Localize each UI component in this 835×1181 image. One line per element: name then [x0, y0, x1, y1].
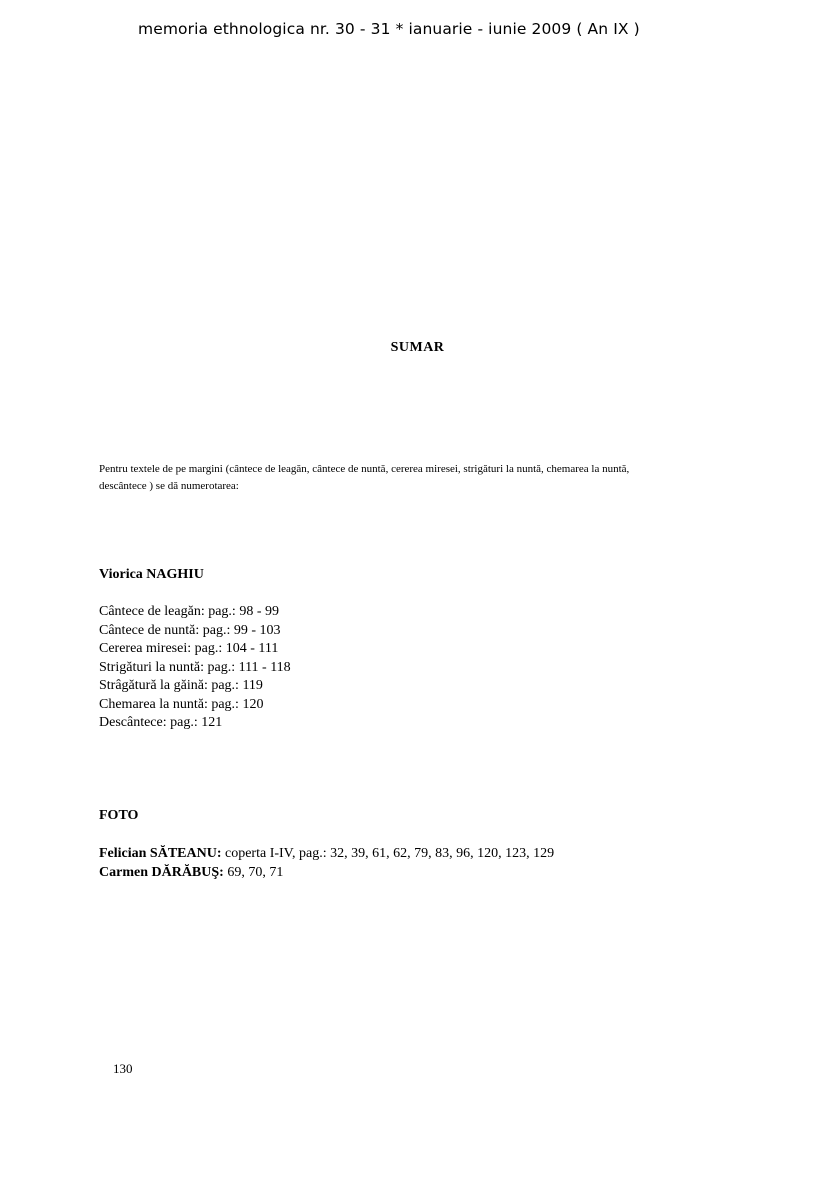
list-item: Cererea miresei: pag.: 104 - 111 — [99, 641, 279, 656]
author-section — [99, 566, 291, 733]
photo-credit — [99, 863, 554, 882]
photographer-name: Carmen DĂRĂBUŞ: — [99, 865, 224, 880]
photo-credit-details: coperta I-IV, pag.: 32, 39, 61, 62, 79, 83, 96, 120, 123, 129 — [221, 846, 555, 861]
list-item: Cântece de nuntă: pag.: 99 - 103 — [99, 622, 281, 638]
intro-line-1: Pentru textele de pe margini (cântece de leagăn, cântece de nuntă, cererea miresei, strigături la nuntă, chemarea la nuntă, — [99, 463, 630, 475]
page-title: SUMAR — [390, 340, 445, 355]
page-number: 130 — [113, 1061, 133, 1076]
list-item: Cântece de leagăn: pag.: 98 - 99 — [99, 604, 279, 619]
author-name: Viorica NAGHIU — [99, 567, 204, 582]
foto-section — [99, 807, 554, 882]
photo-credits-list — [99, 844, 554, 882]
photo-credit — [99, 844, 554, 863]
intro-paragraph — [99, 461, 739, 495]
running-header: memoria ethnologica nr. 30 - 31 * ianuarie - iunie 2009 ( An IX ) — [138, 20, 640, 38]
photographer-name: Felician SĂTEANU: — [99, 846, 222, 861]
list-item: Strâgătură la găină: pag.: 119 — [99, 678, 263, 693]
foto-heading: FOTO — [99, 808, 139, 823]
list-item: Strigături la nuntă: pag.: 111 - 118 — [99, 659, 291, 675]
author-entries-list — [99, 603, 291, 733]
list-item: Descântece: pag.: 121 — [99, 715, 223, 730]
intro-line-2: descântece ) se dă numerotarea: — [99, 480, 239, 492]
list-item: Chemarea la nuntă: pag.: 120 — [99, 696, 264, 712]
photo-credit-details: 69, 70, 71 — [223, 865, 284, 880]
